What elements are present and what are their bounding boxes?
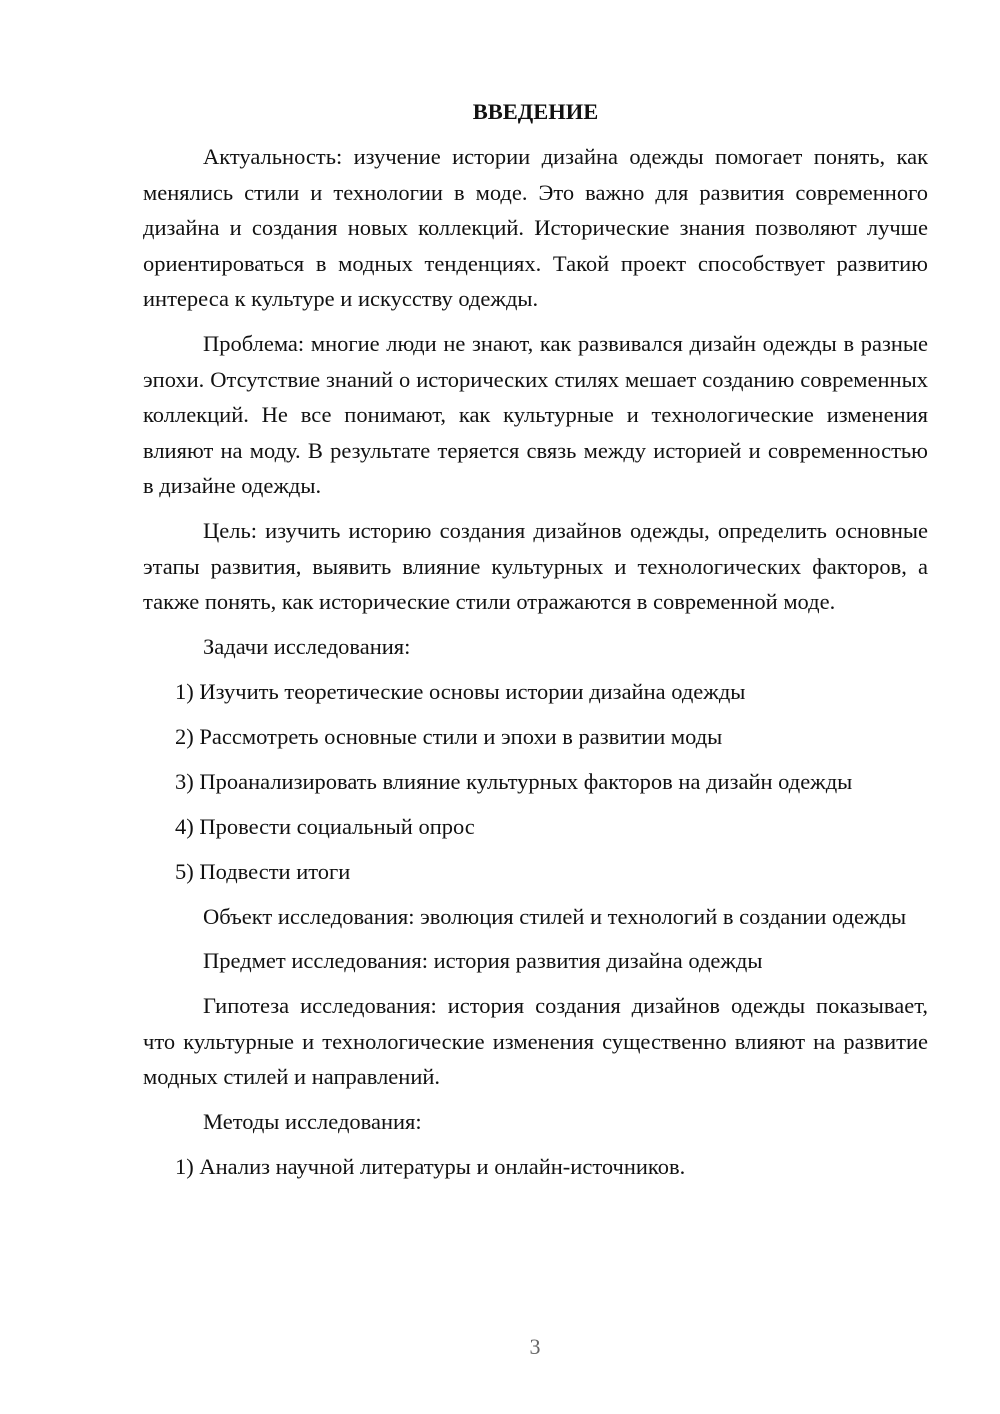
relevance-paragraph: Актуальность: изучение истории дизайна одежды помогает понять, как менялись стили и технологии в моде. Это важно для развития современного дизайна и создания новых коллекций. Исторические знания позволяют лучше ориентироваться в модных тенденциях. Такой проект способствует развитию интереса к культуре и искусству одежды. (143, 144, 928, 312)
methods-heading: Методы исследования: (203, 1108, 422, 1134)
task-item-5: 5) Подвести итоги (175, 858, 351, 884)
task-item-1: 1) Изучить теоретические основы истории дизайна одежды (175, 678, 746, 704)
object-paragraph: Объект исследования: эволюция стилей и технологий в создании одежды (203, 903, 907, 929)
task-item-4: 4) Провести социальный опрос (175, 813, 475, 839)
page-number: 3 (529, 1334, 541, 1359)
method-item-1: 1) Анализ научной литературы и онлайн-источников. (175, 1153, 686, 1179)
task-item-2: 2) Рассмотреть основные стили и эпохи в развитии моды (175, 723, 723, 749)
hypothesis-paragraph: Гипотеза исследования: история создания дизайнов одежды показывает, что культурные и технологические изменения существенно влияют на развитие модных стилей и направлений. (143, 993, 928, 1090)
goal-paragraph: Цель: изучить историю создания дизайнов одежды, определить основные этапы развития, выявить влияние культурных и технологических факторов, а также понять, как исторические стили отражаются в современной моде. (143, 517, 928, 615)
task-item-3: 3) Проанализировать влияние культурных факторов на дизайн одежды (175, 768, 853, 794)
page-title: ВВЕДЕНИЕ (472, 99, 599, 124)
document-body (143, 96, 928, 1194)
tasks-heading: Задачи исследования: (203, 633, 411, 659)
problem-paragraph: Проблема: многие люди не знают, как развивался дизайн одежды в разные эпохи. Отсутствие знаний о исторических стилях мешает созданию современных коллекций. Не все понимают, как культурные и технологические изменения влияют на моду. В результате теряется связь между историей и современностью в дизайне одежды. (143, 330, 928, 499)
subject-paragraph: Предмет исследования: история развития дизайна одежды (203, 948, 763, 974)
